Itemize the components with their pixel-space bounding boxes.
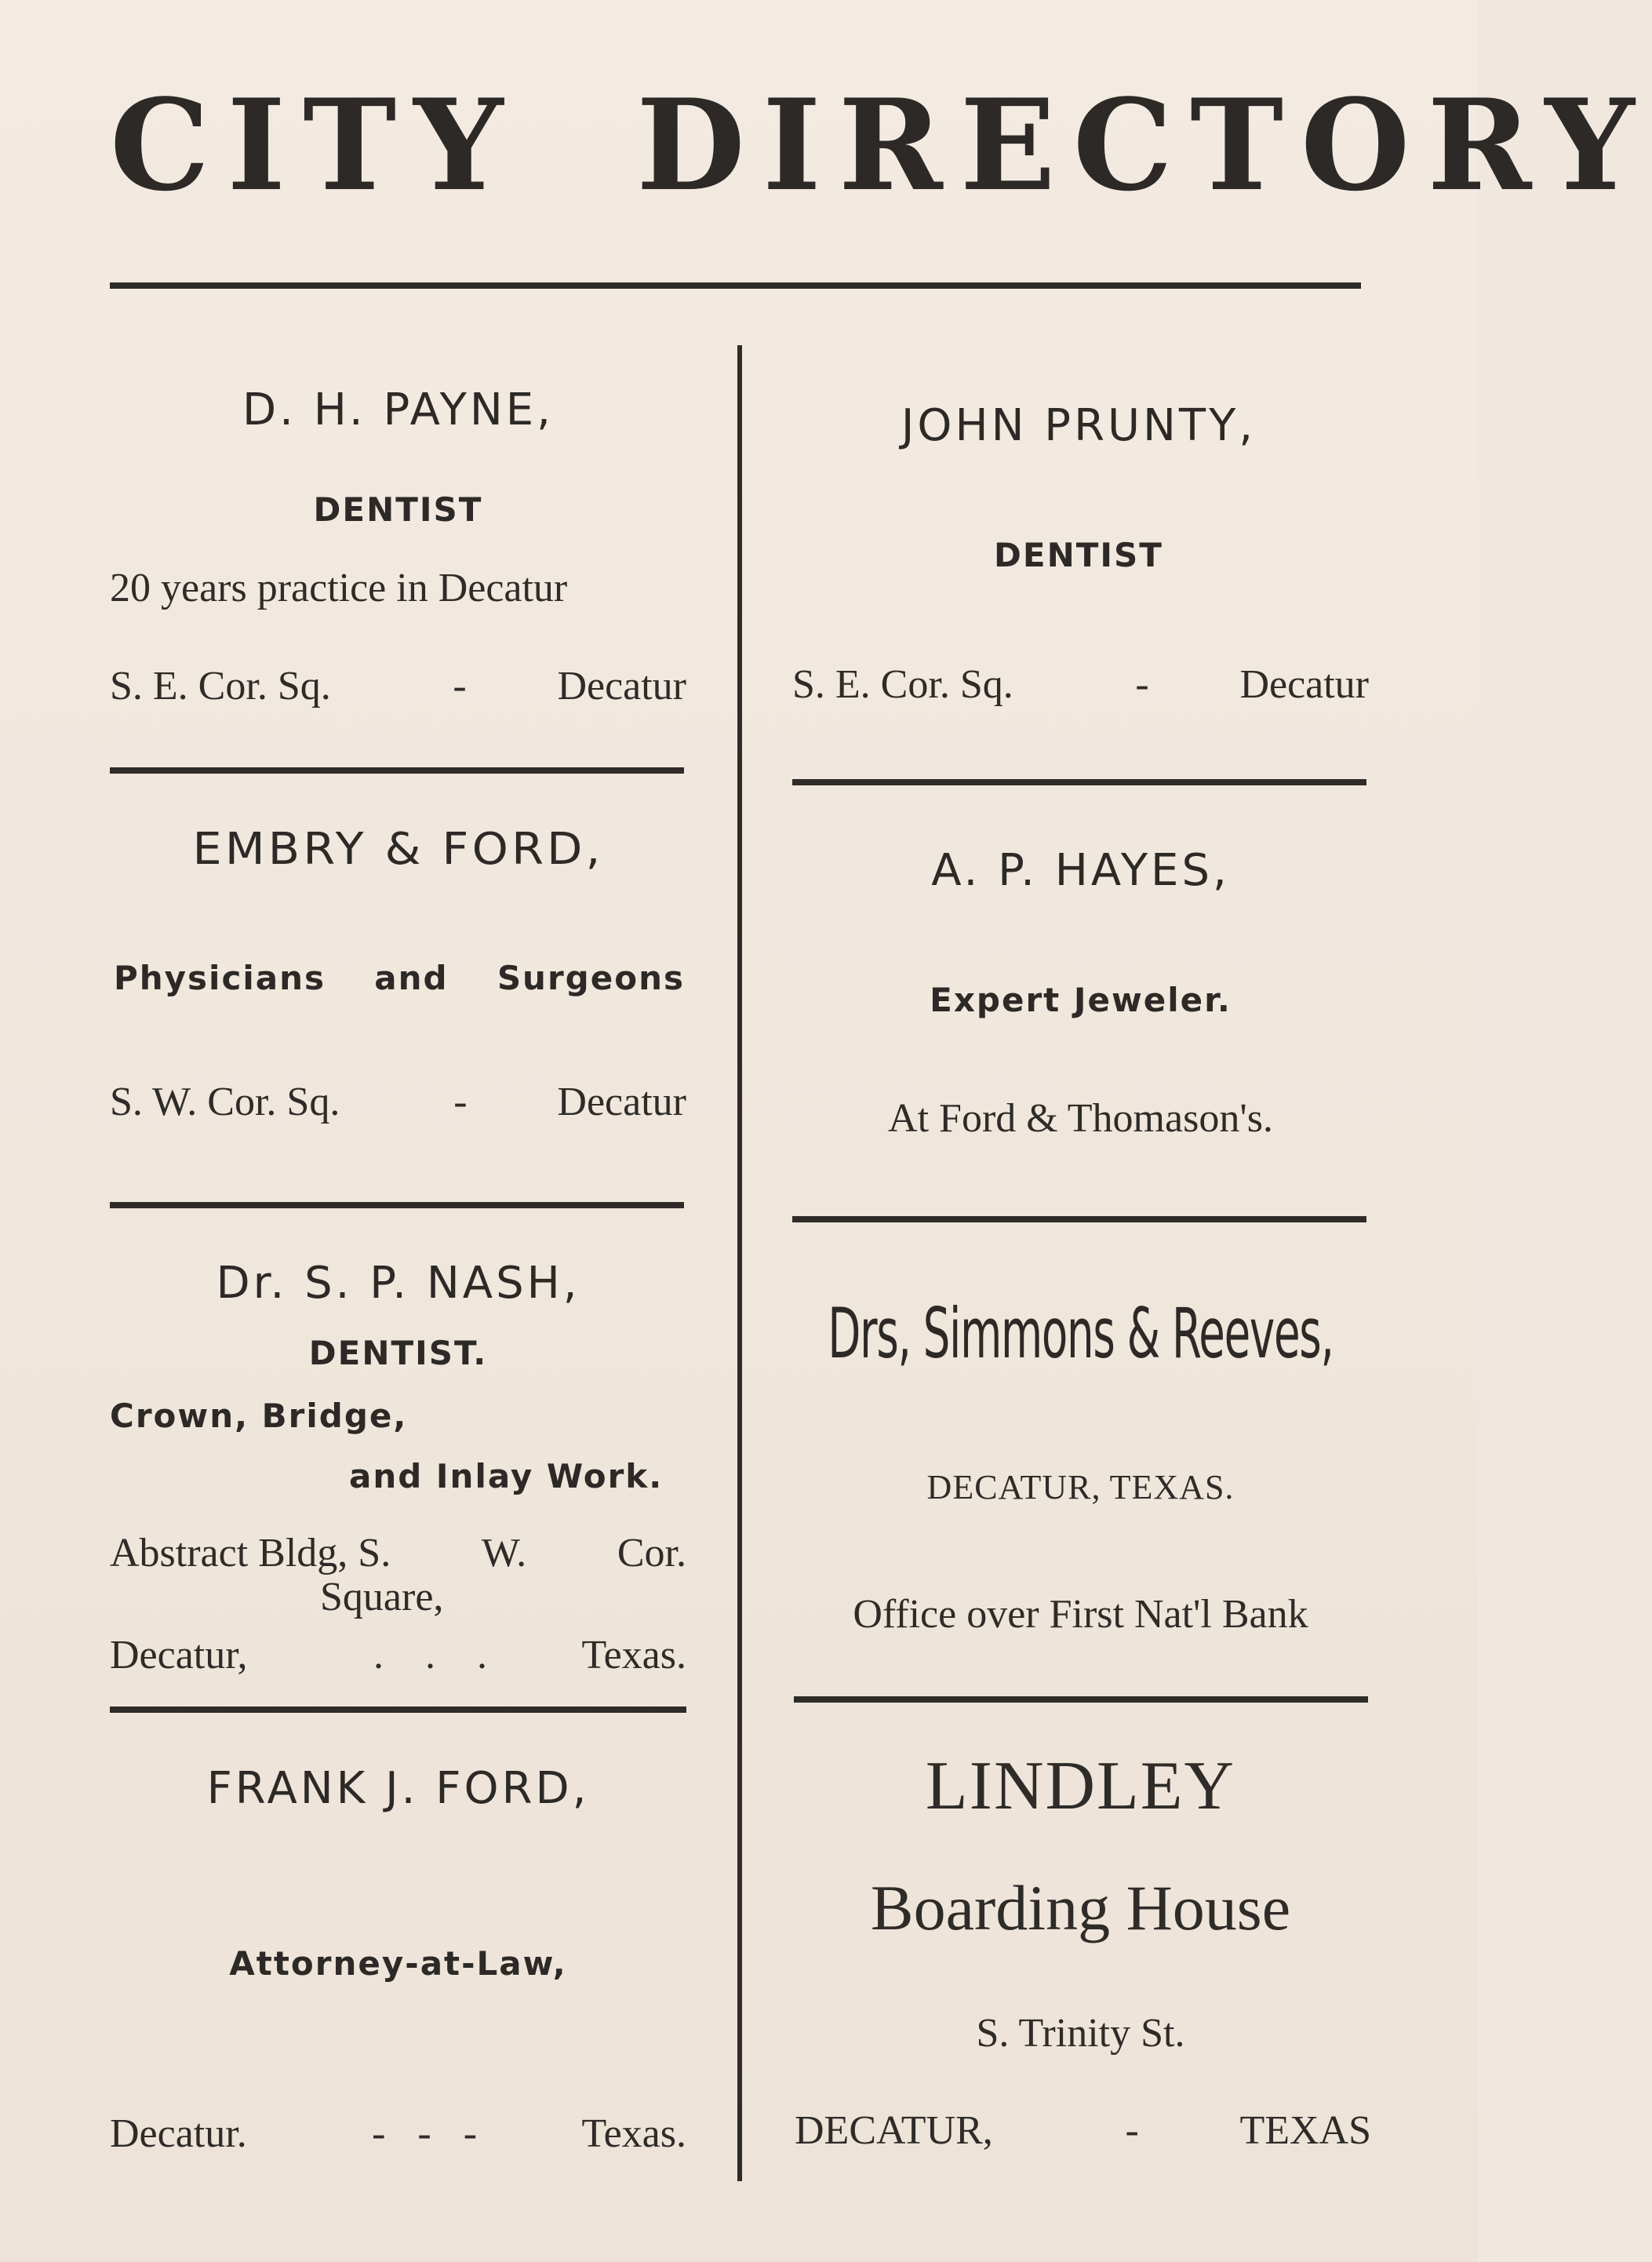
nash-address-part2: W. [481, 1531, 527, 1575]
embry-profession-1: Physicians [114, 959, 326, 997]
lindley-city-line [795, 2107, 1371, 2154]
nash-address-part3: Cor. [617, 1531, 686, 1575]
nash-state: Texas. [581, 1633, 686, 1677]
payne-name: D. H. PAYNE, [242, 384, 554, 435]
lindley-name: LINDLEY [925, 1748, 1236, 1824]
divider-nash [110, 1707, 686, 1713]
divider-simmons [794, 1696, 1368, 1703]
prunty-profession: DENTIST [994, 536, 1163, 574]
payne-address-sep: - [453, 664, 467, 708]
simmons-name: Drs, Simmons & Reeves, [828, 1293, 1334, 1374]
payne-address-city: Decatur [557, 664, 686, 708]
lindley-city: DECATUR, [795, 2108, 993, 2153]
prunty-name: JOHN PRUNTY, [901, 400, 1257, 451]
nash-name: Dr. S. P. NASH, [216, 1258, 580, 1309]
embry-profession-2: and [374, 959, 449, 997]
ford-profession: Attorney-at-Law, [229, 1944, 567, 1983]
nash-city: Decatur, [110, 1633, 248, 1677]
divider-payne [110, 767, 684, 774]
prunty-address-sep: - [1135, 662, 1149, 707]
ford-name: FRANK J. FORD, [206, 1763, 590, 1814]
nash-line2: and Inlay Work. [349, 1457, 664, 1495]
nash-address-line1 [110, 1530, 686, 1576]
embry-address-city: Decatur [557, 1080, 686, 1124]
divider-prunty [792, 779, 1366, 785]
nash-profession: DENTIST. [308, 1334, 488, 1372]
ford-city: Decatur. [110, 2111, 247, 2156]
nash-line1: Crown, Bridge, [110, 1397, 408, 1435]
payne-note: 20 years practice in Decatur [110, 566, 568, 610]
nash-address-line2: Square, [320, 1575, 444, 1619]
lindley-state: TEXAS [1239, 2108, 1371, 2153]
prunty-address [792, 661, 1369, 708]
nash-address-part1: Abstract Bldg, S. [110, 1531, 391, 1575]
lindley-sep: - [1125, 2108, 1139, 2153]
prunty-address-city: Decatur [1239, 662, 1369, 707]
embry-address [110, 1079, 686, 1125]
embry-profession-3: Surgeons [497, 959, 685, 997]
hayes-location: At Ford & Thomason's. [888, 1096, 1273, 1141]
embry-address-sep: - [453, 1080, 468, 1124]
prunty-address-street: S. E. Cor. Sq. [792, 662, 1013, 707]
payne-address-street: S. E. Cor. Sq. [110, 664, 331, 708]
embry-profession [114, 959, 685, 997]
column-divider [737, 345, 742, 2181]
hayes-name: A. P. HAYES, [931, 845, 1230, 896]
simmons-office: Office over First Nat'l Bank [853, 1592, 1308, 1637]
payne-profession: DENTIST [313, 490, 483, 529]
simmons-name-wrap [659, 1293, 1502, 1374]
divider-embry [110, 1202, 684, 1208]
divider-hayes [792, 1216, 1366, 1222]
ford-dashes: - - - [372, 2111, 489, 2156]
embry-name: EMBRY & FORD, [192, 824, 604, 875]
nash-dots: . . . [373, 1633, 503, 1677]
embry-address-street: S. W. Cor. Sq. [110, 1080, 340, 1124]
hayes-profession: Expert Jeweler. [930, 981, 1232, 1019]
ford-city-line [110, 2111, 686, 2157]
payne-address [110, 663, 686, 709]
page-title: CITY DIRECTORY [110, 71, 1652, 219]
lindley-kind: Boarding House [870, 1872, 1291, 1943]
title-rule [110, 282, 1361, 289]
simmons-location: DECATUR, TEXAS. [926, 1468, 1235, 1506]
nash-city-line [110, 1632, 686, 1678]
lindley-street: S. Trinity St. [976, 2011, 1185, 2056]
ford-state: Texas. [581, 2111, 686, 2156]
